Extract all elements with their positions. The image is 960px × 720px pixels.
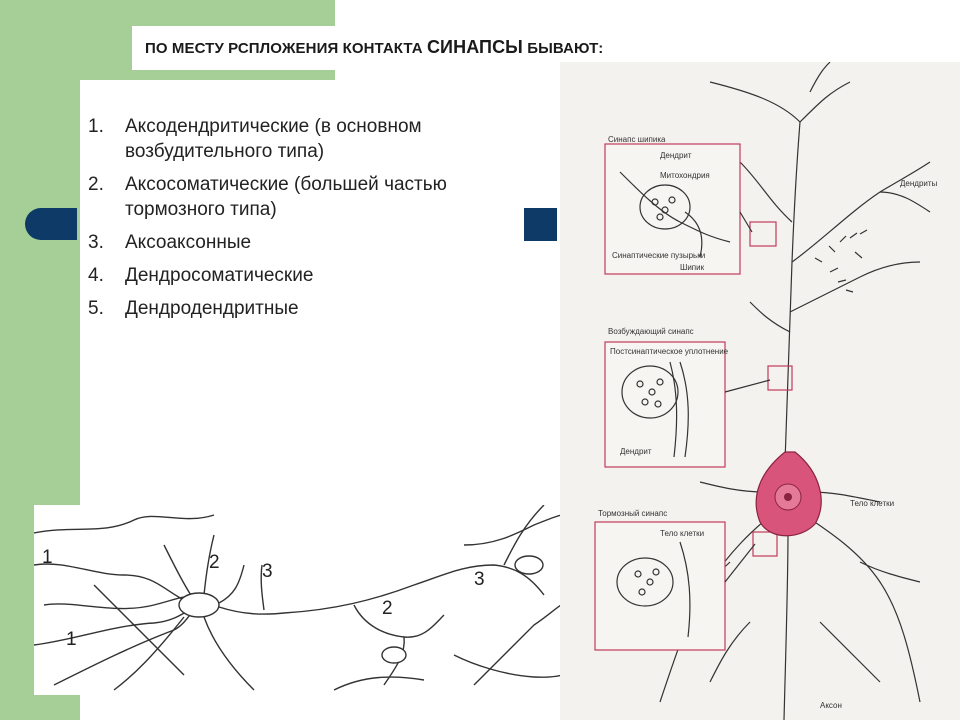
label-dendrite-1: Дендрит (660, 151, 692, 160)
label-spine: Шипик (680, 263, 705, 272)
label-cell-body-1: Тело клетки (660, 529, 705, 538)
title-part2: СИНАПСЫ (426, 37, 523, 57)
list-item: 2. Аксосоматические (большей частью тормозного типа) (88, 174, 447, 220)
label-cell-body-2: Тело клетки (850, 499, 895, 508)
network-label-1: 1 (42, 547, 53, 568)
title-part1: ПО МЕСТУ РСПЛОЖЕНИЯ КОНТАКТА (145, 40, 427, 57)
list-item: 1. Аксодендритические (в основном возбудительного типа) (88, 116, 422, 162)
label-synaptic-vesicles: Синаптические пузырьки (612, 251, 706, 260)
network-label-1b: 1 (66, 629, 77, 650)
synapse-types-list (88, 114, 528, 329)
navy-square-marker (524, 208, 557, 241)
label-spine-synapse: Синапс шипика (608, 135, 666, 144)
list-item: 3. Аксоаксонные (88, 232, 252, 253)
network-label-2b: 2 (382, 598, 393, 619)
label-axon: Аксон (820, 701, 842, 710)
network-label-3b: 3 (474, 569, 485, 590)
neuron-network-figure (34, 505, 569, 695)
label-excitatory-synapse: Возбуждающий синапс (608, 327, 694, 336)
label-postsynaptic: Постсинаптическое уплотнение (610, 347, 729, 356)
list-item: 4. Дендросоматические (88, 265, 314, 286)
slide-title (145, 37, 603, 58)
label-dendrite-2: Дендрит (620, 447, 652, 456)
label-mitochondria: Митохондрия (660, 171, 710, 180)
label-inhibitory-synapse: Тормозный синапс (598, 509, 668, 518)
navy-pill-marker (25, 208, 77, 240)
label-dendrites: Дендриты (900, 179, 938, 188)
network-label-2: 2 (209, 552, 220, 573)
neuron-synapse-figure (560, 62, 960, 720)
title-part3: БЫВАЮТ: (522, 40, 604, 57)
list-item: 5. Дендродендритные (88, 298, 299, 319)
network-label-3: 3 (262, 561, 273, 582)
